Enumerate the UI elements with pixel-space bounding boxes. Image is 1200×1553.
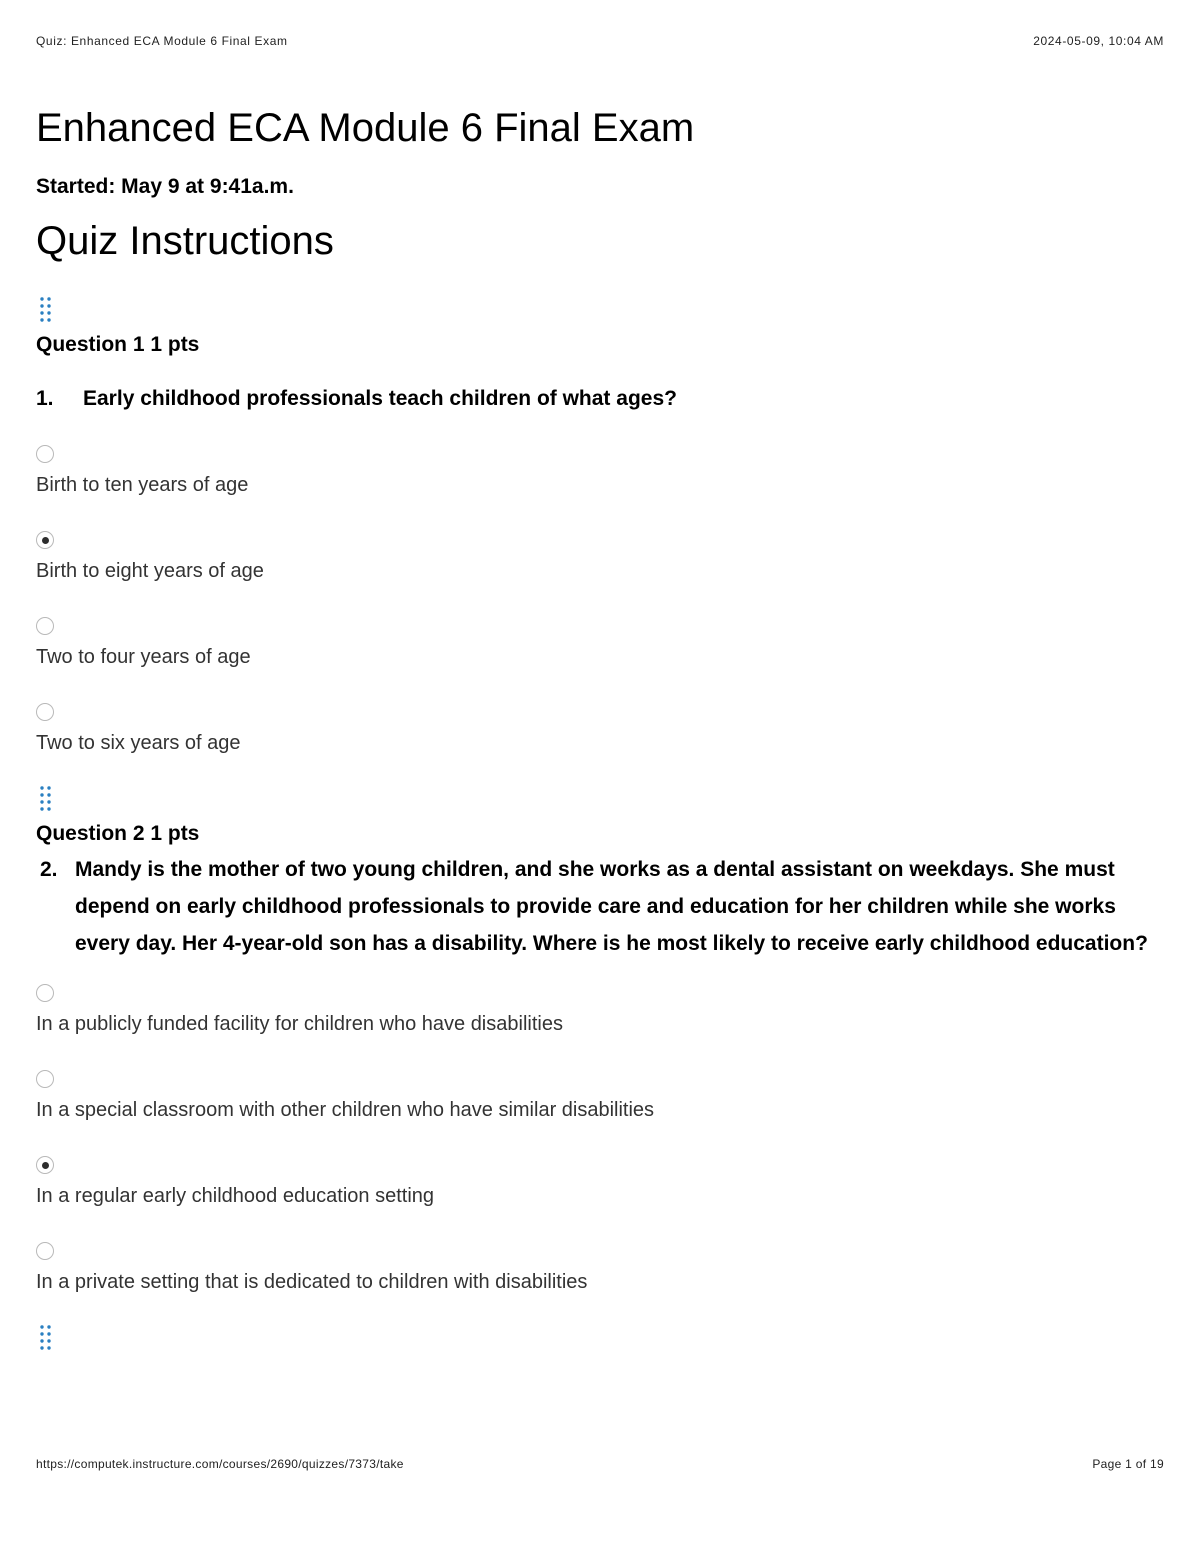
question-body: Early childhood professionals teach children of what ages? xyxy=(83,387,677,410)
answer-label: In a special classroom with other children who have similar disabilities xyxy=(36,1099,655,1121)
radio-button-selected[interactable] xyxy=(36,1156,54,1174)
answer-option[interactable] xyxy=(36,984,1164,1036)
page-url: https://computek.instructure.com/courses/2690/quizzes/7373/take xyxy=(36,1457,404,1471)
question-body: Mandy is the mother of two young children, and she works as a dental assistant on weekdays. She must depend on early childhood professionals to provide care and education for her children while she works every day. Her 4-year-old son has a disability. Where is he most likely to receive early childhood education? xyxy=(75,858,1148,955)
answer-label: In a publicly funded facility for children who have disabilities xyxy=(36,1013,563,1035)
answer-option[interactable] xyxy=(36,617,1164,669)
answer-label: Birth to eight years of age xyxy=(36,560,264,582)
drag-handle-icon[interactable] xyxy=(36,296,56,326)
question-number: 1. xyxy=(36,387,54,410)
question-header: Question 2 1 pts xyxy=(36,822,200,845)
radio-button[interactable] xyxy=(36,984,54,1002)
answer-label: In a regular early childhood education setting xyxy=(36,1185,435,1207)
radio-button[interactable] xyxy=(36,1070,54,1088)
answer-option[interactable] xyxy=(36,1070,1164,1122)
started-time: Started: May 9 at 9:41a.m. xyxy=(36,175,294,198)
answer-option[interactable] xyxy=(36,703,1164,755)
drag-handle-icon[interactable] xyxy=(36,785,56,815)
print-header-datetime: 2024-05-09, 10:04 AM xyxy=(1033,34,1164,48)
question-2 xyxy=(36,785,1164,1294)
answer-option[interactable] xyxy=(36,1156,1164,1208)
answer-option[interactable] xyxy=(36,445,1164,497)
radio-button-selected[interactable] xyxy=(36,531,54,549)
question-1 xyxy=(36,296,1164,755)
radio-button[interactable] xyxy=(36,617,54,635)
question-number: 2. xyxy=(40,858,58,881)
radio-button[interactable] xyxy=(36,445,54,463)
question-text xyxy=(36,380,1164,417)
question-text xyxy=(36,851,1164,962)
question-3 xyxy=(36,1324,1164,1354)
print-header-title: Quiz: Enhanced ECA Module 6 Final Exam xyxy=(36,34,288,48)
radio-button[interactable] xyxy=(36,1242,54,1260)
answer-label: Two to six years of age xyxy=(36,732,241,754)
quiz-content xyxy=(36,104,1164,1354)
radio-button[interactable] xyxy=(36,703,54,721)
answer-label: In a private setting that is dedicated to children with disabilities xyxy=(36,1271,588,1293)
print-header xyxy=(36,34,1164,50)
question-header: Question 1 1 pts xyxy=(36,333,200,356)
answer-option[interactable] xyxy=(36,1242,1164,1294)
quiz-instructions-heading: Quiz Instructions xyxy=(36,219,334,263)
drag-handle-icon[interactable] xyxy=(36,1324,56,1354)
answer-label: Birth to ten years of age xyxy=(36,474,249,496)
page-number: Page 1 of 19 xyxy=(1092,1457,1164,1471)
answer-label: Two to four years of age xyxy=(36,646,251,668)
print-footer xyxy=(36,1457,1164,1473)
answer-option[interactable] xyxy=(36,531,1164,583)
page-title: Enhanced ECA Module 6 Final Exam xyxy=(36,106,695,150)
